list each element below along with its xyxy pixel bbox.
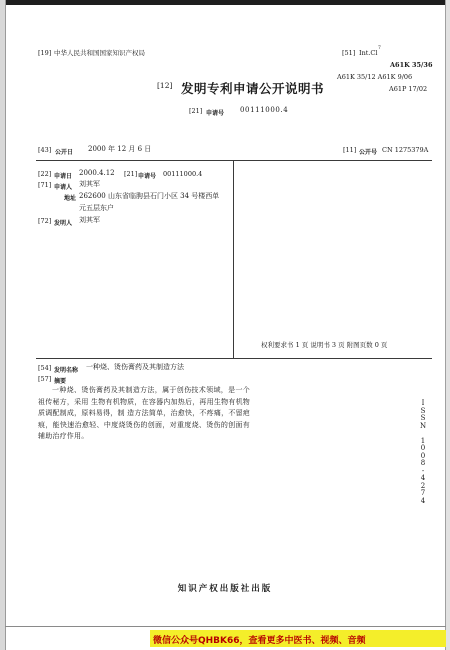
inventor-label: 发明人 xyxy=(54,220,73,227)
viewer-right-scrollbar[interactable] xyxy=(445,0,450,650)
rule-top xyxy=(36,160,432,161)
ipc-class-2: A61K 35/12 A61K 9/06 xyxy=(337,73,413,81)
issn-character: 7 xyxy=(420,489,426,497)
applicant-label: 申请人 xyxy=(54,184,73,191)
inid-code-54: [54] xyxy=(38,364,52,372)
abstract-label: 摘要 xyxy=(54,378,67,385)
column-divider xyxy=(233,161,234,358)
filing-date: 2000.4.12 xyxy=(79,169,115,177)
issn-character: 2 xyxy=(420,481,426,490)
inid-code-11: [11] xyxy=(343,146,357,154)
issn-character: S xyxy=(420,406,426,415)
issn-character: - xyxy=(421,466,425,475)
inventor-name: 刘其军 xyxy=(79,216,100,224)
inid-code-12: [12] xyxy=(157,81,173,90)
pages-summary: 权利要求书 1 页 说明书 3 页 附图页数 0 页 xyxy=(261,341,388,349)
ipc-class-1: A61K 35/36 xyxy=(390,61,433,69)
issn-character: 8 xyxy=(420,459,426,467)
issn-character: 4 xyxy=(420,474,426,482)
inid-code-22: [22] xyxy=(38,170,52,178)
publication-date-label: 公开日 xyxy=(55,149,74,156)
int-cl-edition: 7 xyxy=(378,46,381,51)
inid-code-21-biblio: [21] xyxy=(124,170,138,178)
inid-code-43: [43] xyxy=(38,146,52,154)
inid-code-51: [51] xyxy=(342,49,356,57)
applicant-name: 刘其军 xyxy=(79,180,100,188)
issn-character: 4 xyxy=(420,496,426,505)
inid-code-71: [71] xyxy=(38,181,52,189)
viewer-left-border xyxy=(0,0,6,650)
patent-office-name: 中华人民共和国国家知识产权局 xyxy=(54,49,145,57)
publication-number: CN 1275379A xyxy=(382,146,429,154)
publication-number-label: 公开号 xyxy=(359,149,378,156)
inid-code-57: [57] xyxy=(38,375,52,383)
biblio-application-number: 00111000.4 xyxy=(163,170,203,178)
issn-character: 1 xyxy=(420,436,426,445)
application-number: 00111000.4 xyxy=(240,106,289,114)
int-cl-label: Int.Cl xyxy=(359,49,378,57)
publisher: 知识产权出版社出版 xyxy=(177,584,273,594)
publication-date: 2000 年 12 月 6 日 xyxy=(88,145,152,153)
viewer-top-border xyxy=(0,0,450,5)
issn-character: 0 xyxy=(420,444,426,452)
ipc-class-3: A61P 17/02 xyxy=(389,85,428,93)
issn-character: 0 xyxy=(420,451,426,460)
rule-middle xyxy=(36,358,432,359)
footer-divider xyxy=(5,626,446,627)
document-title: 发明专利申请公开说明书 xyxy=(181,81,325,96)
application-number-label: 申请号 xyxy=(206,110,225,117)
inid-code-72: [72] xyxy=(38,217,52,225)
issn-character: S xyxy=(420,414,426,422)
issn-character: N xyxy=(419,421,427,430)
inid-code-21: [21] xyxy=(189,107,203,115)
invention-title: 一种烧、烫伤膏药及其制造方法 xyxy=(86,363,184,371)
invention-title-label: 发明名称 xyxy=(54,367,79,374)
address-line-2: 元五层东户 xyxy=(79,204,114,212)
issn-character: I xyxy=(421,399,425,407)
issn-vertical xyxy=(418,400,428,505)
address-label: 地址 xyxy=(64,195,77,202)
inid-code-19: [19] xyxy=(38,49,52,57)
abstract-body: 一种烧、烫伤膏药及其制造方法，属于创伤技术领域，是一个祖传秘方，采用 生物有机物质，在容器内加热后，再用生物有机物质调配制成，原料易得，制 造方法简单，治愈快，不疼痛，不留疤痕，能快速治愈轻、中度烧烫伤的创面，对重度烧、烫伤的创面有辅助治疗作用。 xyxy=(38,386,250,441)
promo-text: 微信公众号QHBK66，查看更多中医书、视频、音频 xyxy=(153,636,366,646)
address-line-1: 262600 山东省临朐县石门小区 34 号楼西单 xyxy=(79,192,220,200)
filing-date-label: 申请日 xyxy=(54,173,73,180)
biblio-application-number-label: 申请号 xyxy=(138,173,157,180)
